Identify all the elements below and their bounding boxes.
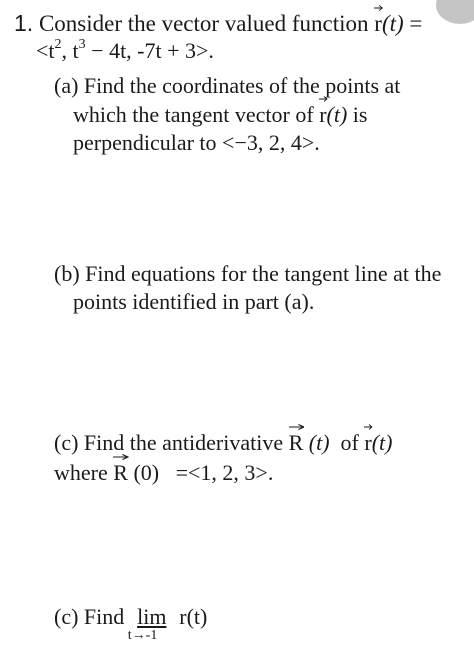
vector-R xyxy=(289,430,304,456)
vector-open: <t xyxy=(36,38,55,63)
exponent-2: 2 xyxy=(54,36,62,52)
problem-intro: Consider the vector valued function xyxy=(38,11,369,36)
problem-number: 1. xyxy=(14,10,34,36)
part-b-line-2: points identified in part (a). xyxy=(73,289,315,314)
vector-arrow-icon xyxy=(374,4,383,12)
function-argument: (0) xyxy=(127,460,160,485)
vector-arrow-icon xyxy=(319,95,327,103)
part-a-line-3: perpendicular to <−3, 2, 4>. xyxy=(73,130,320,155)
exponent-3: 3 xyxy=(78,36,86,52)
part-a-line-1: (a) Find the coordinates of the points at xyxy=(54,73,401,98)
where-text: where xyxy=(54,460,108,485)
part-a-line-2 xyxy=(73,102,367,128)
vector-R xyxy=(113,460,128,486)
function-argument: (t) xyxy=(303,430,330,455)
part-c-line-1-text: (c) Find the antiderivative xyxy=(54,430,284,455)
initial-condition: =<1, 2, 3>. xyxy=(175,460,274,485)
equals-sign: = xyxy=(409,11,423,36)
vector-arrow-icon xyxy=(113,453,129,461)
vector-r xyxy=(364,430,371,456)
lim-subscript: t→-1 xyxy=(127,628,158,643)
problem-line-2 xyxy=(36,38,214,64)
corner-shadow xyxy=(436,0,474,24)
lim-word: lim xyxy=(137,604,167,629)
function-argument: (t) xyxy=(381,11,404,36)
vector-r-letter: r xyxy=(364,430,372,455)
function-argument: (t) xyxy=(371,430,393,455)
part-a-line-2-text: which the tangent vector of xyxy=(73,102,314,127)
vector-arrow-icon xyxy=(289,423,305,431)
vector-r-letter: r xyxy=(319,102,327,127)
part-c-antiderivative-line-2 xyxy=(54,460,273,486)
function-argument: (t) xyxy=(326,102,348,127)
part-c-antiderivative-line-1 xyxy=(54,430,392,456)
limit-function: r(t) xyxy=(179,604,208,629)
vector-mid: , t xyxy=(61,38,79,63)
problem-line-1 xyxy=(14,10,422,37)
part-c-limit-text: (c) Find xyxy=(54,604,125,629)
of-text: of xyxy=(340,430,359,455)
part-a-line-2-end: is xyxy=(347,102,368,127)
vector-r xyxy=(374,11,382,37)
vector-r-letter: r xyxy=(374,11,382,36)
part-c-limit-line xyxy=(54,604,208,643)
vector-r xyxy=(319,102,326,128)
vector-arrow-icon xyxy=(364,423,372,431)
vector-R-letter: R xyxy=(113,460,128,485)
part-b-line-1: (b) Find equations for the tangent line at the xyxy=(54,261,442,286)
vector-components xyxy=(36,38,214,63)
vector-rest: − 4t, -7t + 3>. xyxy=(85,38,214,63)
limit-operator xyxy=(127,604,174,643)
vector-R-letter: R xyxy=(288,430,304,455)
